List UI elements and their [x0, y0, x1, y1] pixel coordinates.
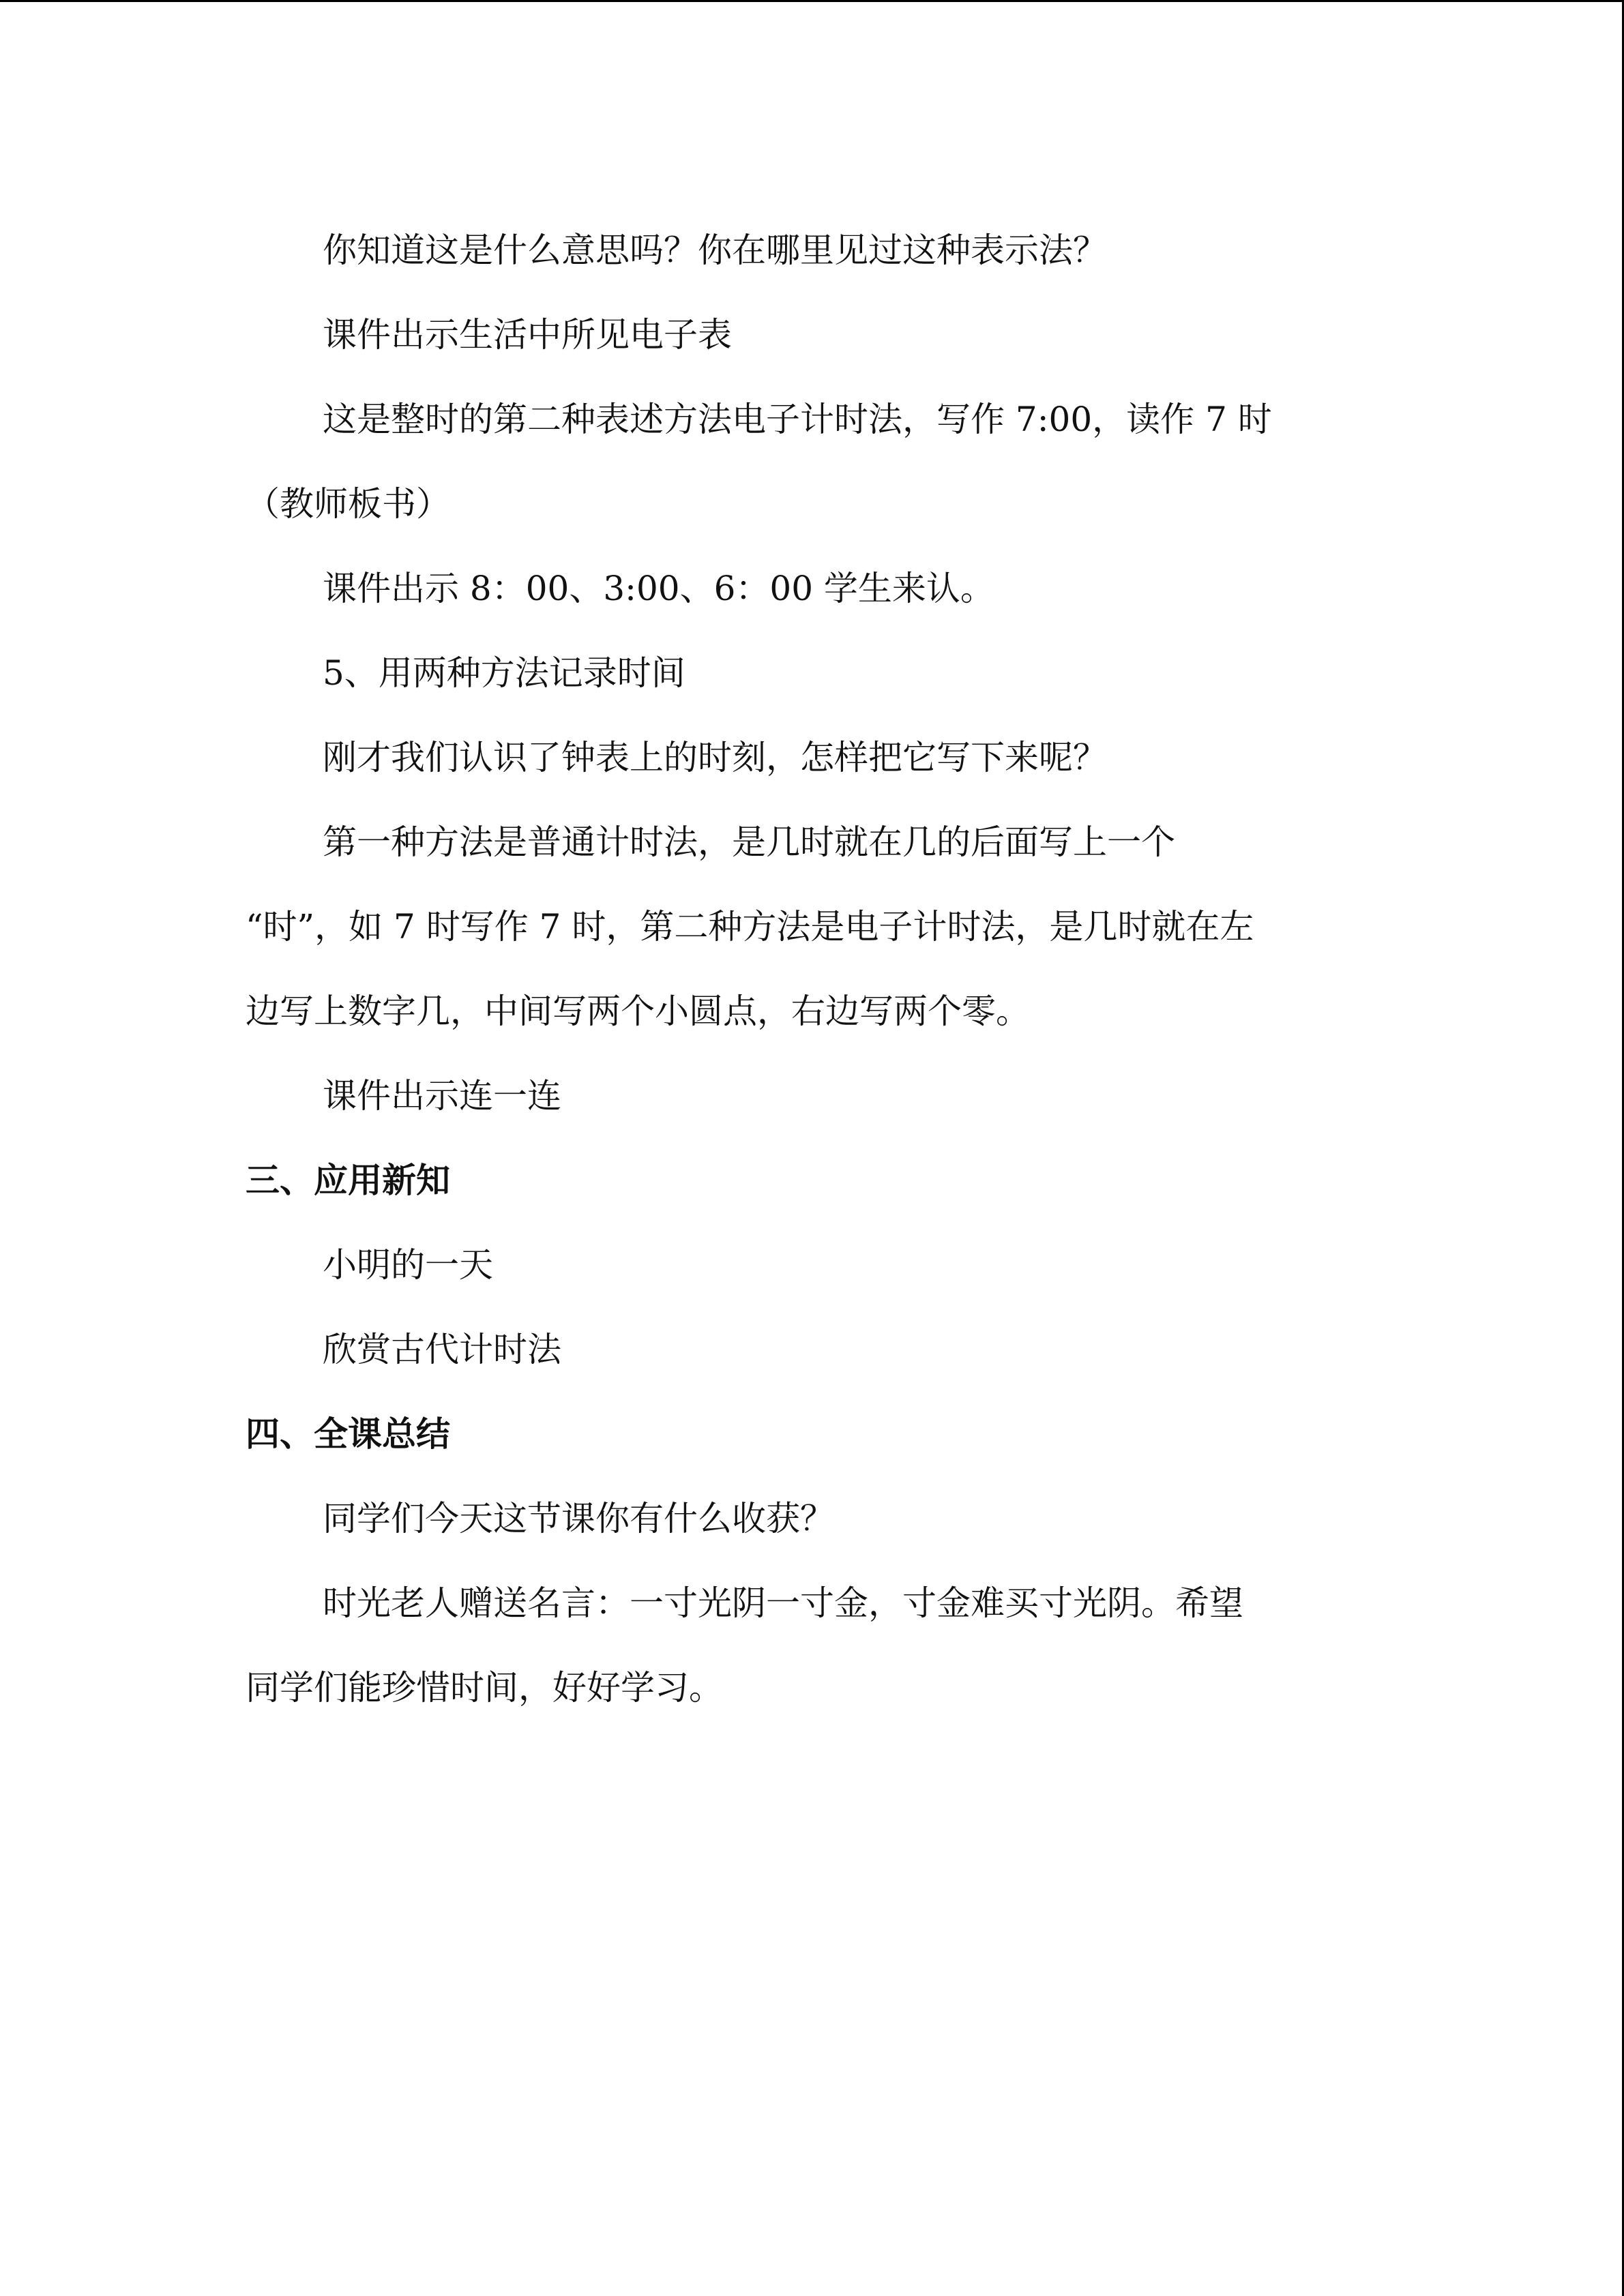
paragraph-first-method: 第一种方法是普通计时法，是几时就在几的后面写上一个: [323, 822, 1175, 862]
section-heading-apply: 三、应用新知: [246, 1160, 450, 1200]
paragraph-ancient-timekeeping: 欣赏古代计时法: [323, 1330, 561, 1369]
paragraph-show-electronic-watch: 课件出示生活中所见电子表: [323, 315, 732, 355]
document-page: [246, 208, 1405, 1730]
paragraph-match-exercise: 课件出示连一连: [323, 1076, 561, 1116]
paragraph-electronic-notation-cont: （教师板书）: [246, 484, 450, 524]
page-top-border: [0, 0, 1624, 2]
paragraph-first-method-end: 边写上数字几，中间写两个小圆点，右边写两个零。: [246, 992, 1030, 1031]
section-heading-summary: 四、全课总结: [246, 1414, 450, 1454]
paragraph-how-to-write: 刚才我们认识了钟表上的时刻，怎样把它写下来呢？: [323, 738, 1107, 777]
paragraph-what-learned: 同学们今天这节课你有什么收获？: [323, 1499, 834, 1538]
subheading-two-methods: 5、用两种方法记录时间: [323, 653, 685, 693]
paragraph-first-method-cont: “时”，如 7 时写作 7 时，第二种方法是电子计时法，是几时就在左: [246, 907, 1254, 946]
paragraph-show-times: 课件出示 8：00、3:00、6：00 学生来认。: [323, 569, 994, 608]
paragraph-quote-cont: 同学们能珍惜时间，好好学习。: [246, 1668, 723, 1708]
paragraph-xiaoming-day: 小明的一天: [323, 1245, 493, 1285]
paragraph-question: 你知道这是什么意思吗？你在哪里见过这种表示法？: [323, 230, 1107, 270]
paragraph-quote: 时光老人赠送名言：一寸光阴一寸金，寸金难买寸光阴。希望: [323, 1583, 1243, 1623]
paragraph-electronic-notation: 这是整时的第二种表述方法电子计时法，写作 7:00，读作 7 时: [323, 400, 1272, 439]
